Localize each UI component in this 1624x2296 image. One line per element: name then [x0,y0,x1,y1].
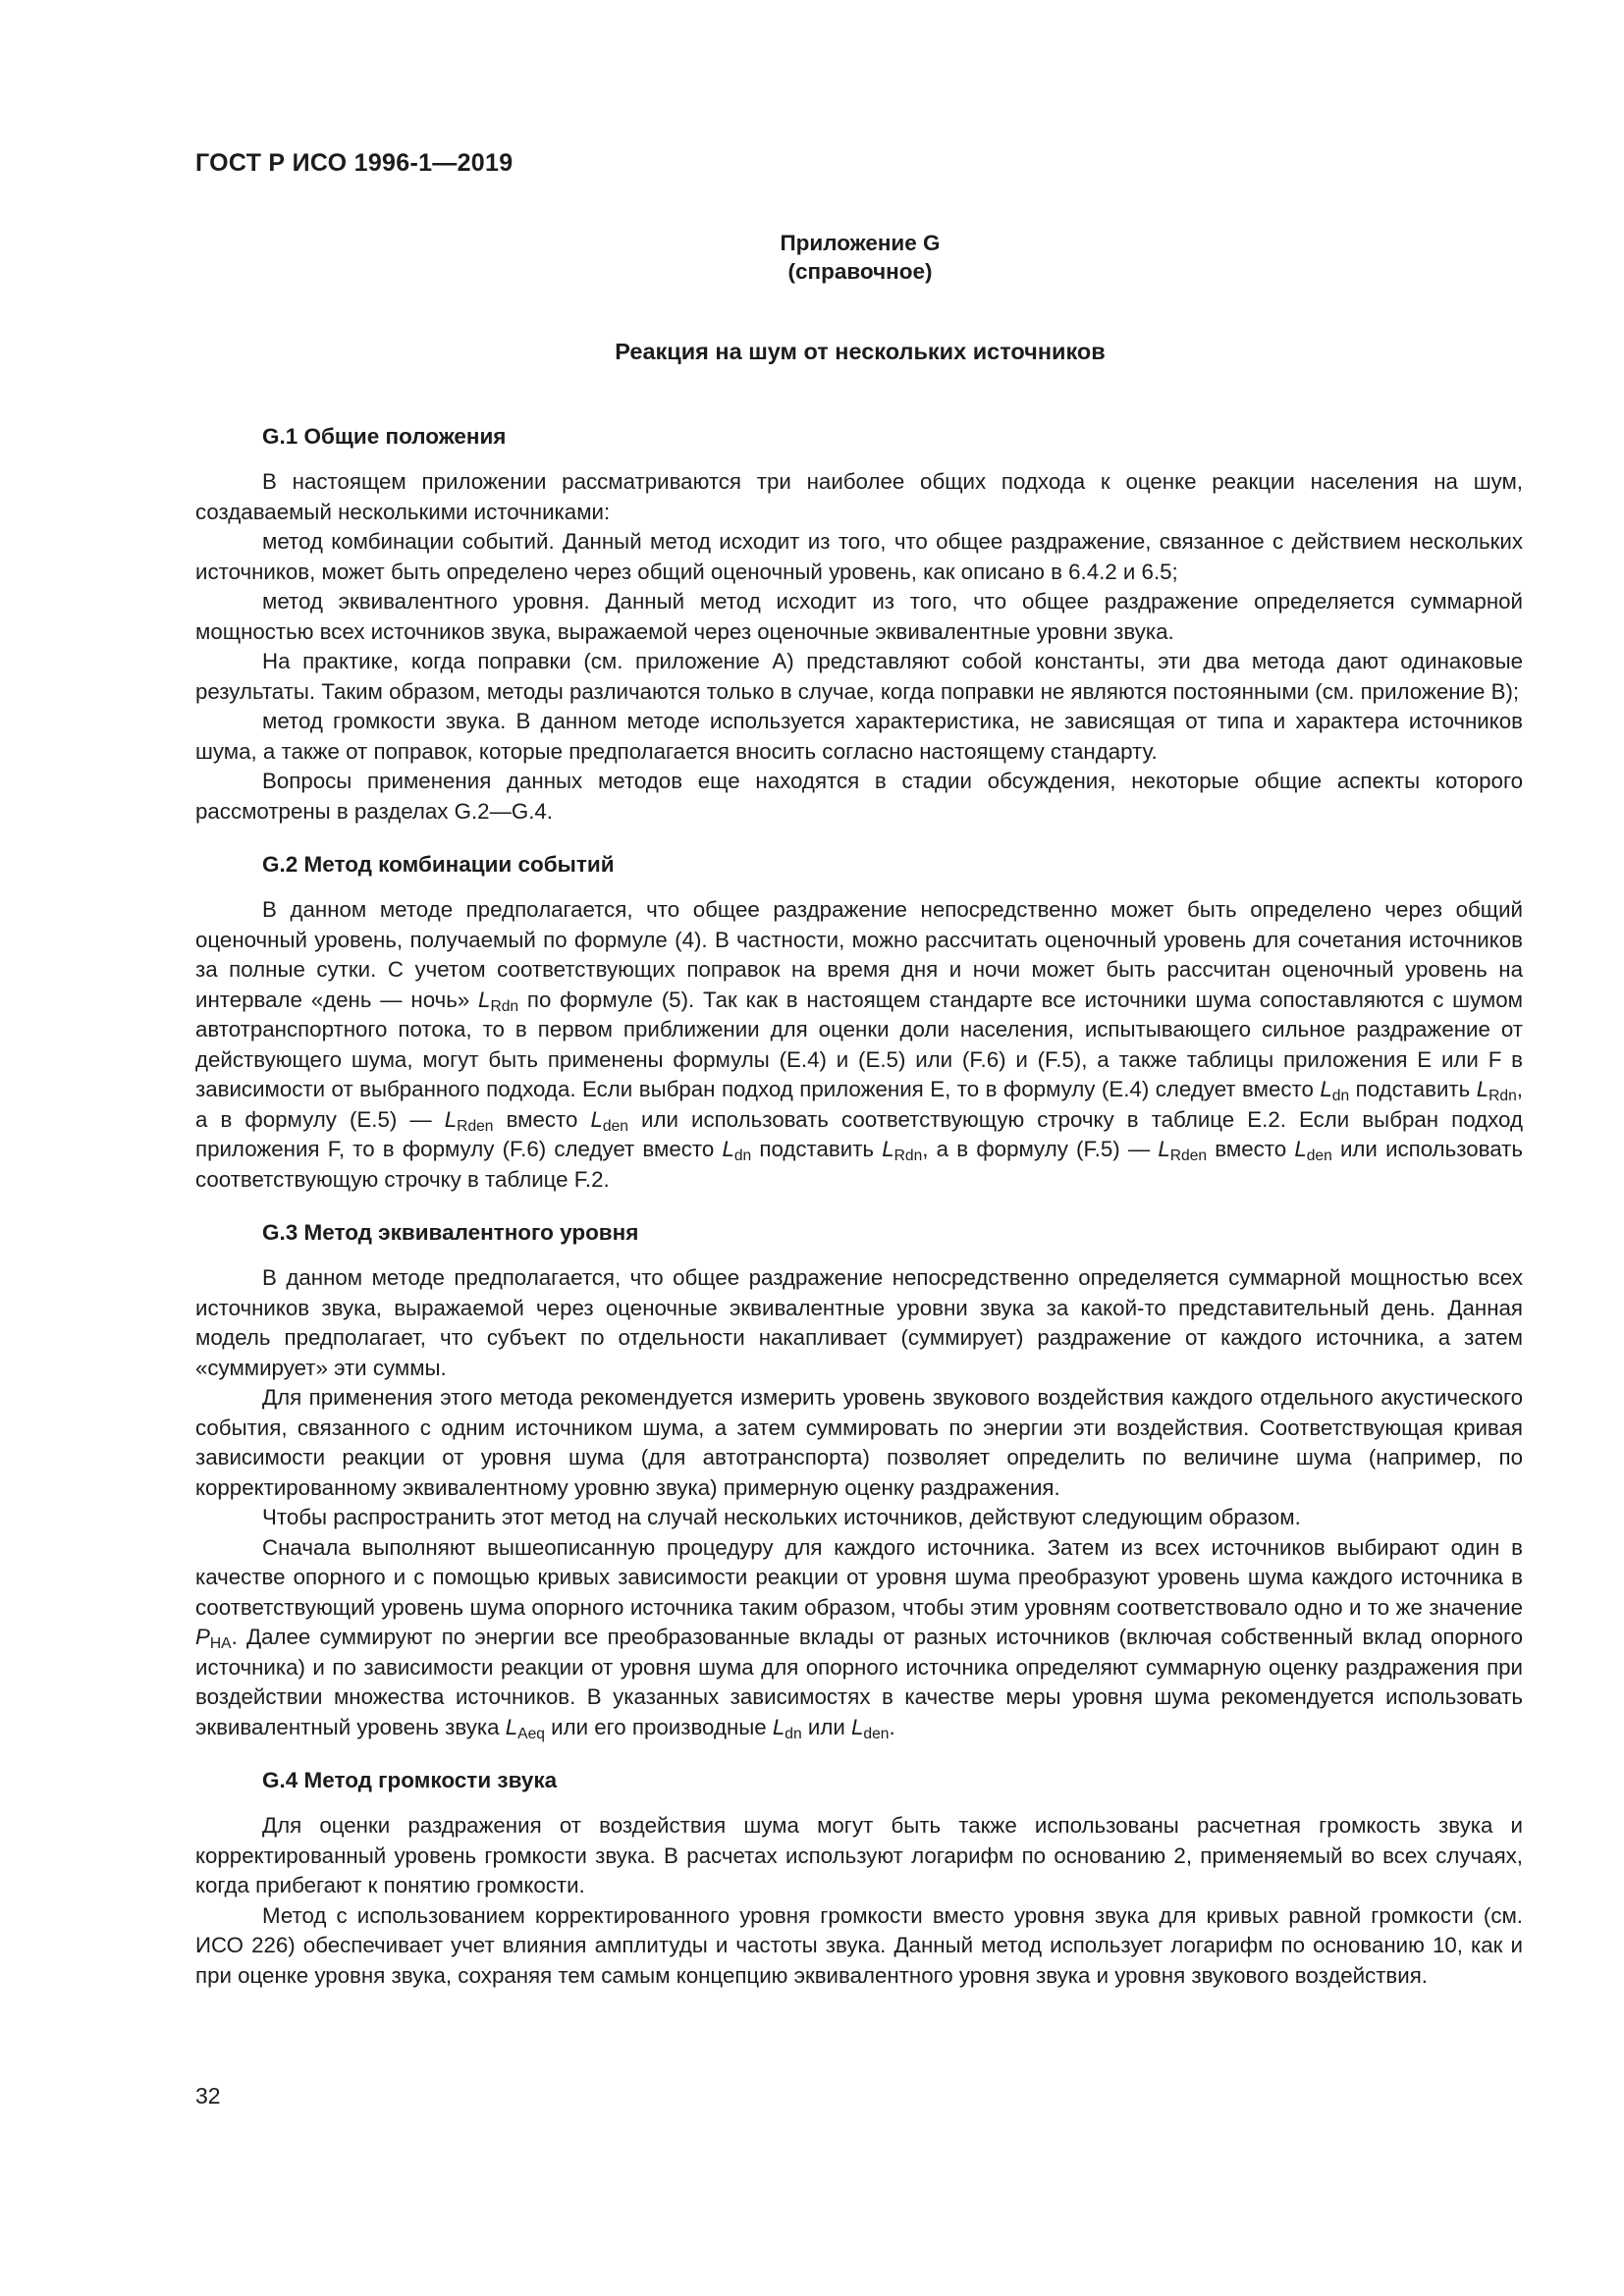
text-run: метод эквивалентного уровня. Данный метод исходит из того, что общее раздражение определяется суммарной мощностью всех источников звука, выражаемой через оценочные эквивалентные уровни звука. [195,589,1523,644]
math-symbol [1320,1077,1350,1104]
symbol-subscript: Rdn [893,1148,923,1164]
text-run: или его производные [544,1714,773,1739]
math-symbol [1476,1077,1517,1104]
symbol-letter: L [505,1714,518,1739]
symbol-subscript: den [863,1725,890,1742]
math-symbol [1294,1137,1332,1164]
paragraph [195,1811,1523,1901]
section [195,850,1523,1195]
symbol-subscript: Aeq [517,1725,545,1742]
paragraph [195,527,1523,587]
paragraph [195,895,1523,1195]
paragraph [195,707,1523,767]
symbol-subscript: Rdn [490,997,519,1015]
section [195,1766,1523,1991]
text-run: или [801,1714,851,1739]
symbol-subscript: HA [209,1635,232,1652]
symbol-letter: L [478,987,491,1012]
page-number: 32 [195,2083,221,2109]
symbol-subscript: dn [1331,1088,1350,1104]
text-run: вместо [493,1106,591,1132]
symbol-subscript: dn [785,1725,802,1742]
text-run: вместо [1207,1137,1295,1161]
symbol-subscript: Rden [457,1117,494,1135]
paragraph [195,1533,1523,1743]
text-run: метод громкости звука. В данном методе используется характеристика, не зависящая от типа и характера источников шума, а также от поправок, которые предполагается вносить согласно настоящему стандарту. [195,709,1523,764]
math-symbol [444,1106,494,1135]
document-body [195,422,1523,2014]
text-run: В данном методе предполагается, что общее раздражение непосредственно может быть определено через общий оценочный уровень, получаемый по формуле (4). В частности, можно рассчитать оценочный уровень для сочетания источников за полные сутки. С учетом соответствующих поправок на время дня и ночи может быть рассчитан оценочный уровень на интервале «день — ночь» [195,897,1523,1012]
math-symbol [505,1714,545,1742]
text-run: . Далее суммируют по энергии все преобразованные вклады от разных источников (включая собственный вклад опорного источника) и по зависимости реакции от уровня шума для опорного источника определяют суммарную оценку раздражения при воздействии множества источников. В указанных зависимостях в качестве меры уровня шума рекомендуется использовать эквивалентный уровень звука [195,1625,1523,1739]
math-symbol [1158,1137,1208,1164]
paragraph [195,467,1523,527]
symbol-subscript: Rden [1169,1148,1208,1164]
symbol-letter: L [590,1106,603,1132]
annex-label: Приложение G [780,231,941,255]
math-symbol [772,1714,802,1742]
text-run: Метод с использованием корректированного уровня громкости вместо уровня звука для кривых равной громкости (см. ИСО 226) обеспечивает учет влияния амплитуды и частоты звука. Данный метод использует логарифм по основанию 10, как и при оценке уровня звука, сохраняя тем самым концепцию эквивалентного уровня звука и уровня звукового воздействия. [195,1902,1523,1988]
math-symbol [590,1106,628,1135]
text-run: или использовать соответствующую строчку в таблице F.2. [195,1137,1523,1192]
symbol-letter: L [722,1137,734,1161]
symbol-letter: L [1294,1137,1307,1161]
text-run: или использовать соответствующую строчку в таблице Е.2. Если выбран подход приложения F, то в формулу (F.6) следует вместо [195,1106,1523,1161]
symbol-letter: L [444,1106,458,1132]
section-title: G.1 Общие положения [262,424,507,449]
math-symbol [722,1137,752,1164]
section [195,1218,1523,1742]
text-run: Для оценки раздражения от воздействия шума могут быть также использованы расчетная громкость звука и корректированный уровень громкости звука. В расчетах используют логарифм по основанию 2, применяемый во всех случаях, когда прибегают к понятию громкости. [195,1813,1523,1897]
paragraph [195,1503,1523,1533]
text-run: Для применения этого метода рекомендуется измерить уровень звукового воздействия каждого отдельного акустического события, связанного с одним источником шума, а затем суммировать по энергии эти воздействия. Соответствующая кривая зависимости реакции от уровня шума (для автотранспорта) позволяет определить по величине шума (например, по корректированному эквивалентному уровню звука) примерную оценку раздражения. [195,1385,1523,1500]
symbol-letter: L [1476,1077,1489,1101]
section-title: G.2 Метод комбинации событий [262,852,615,877]
text-run: Сначала выполняют вышеописанную процедуру для каждого источника. Затем из всех источников выбирают один в качестве опорного и с помощью кривых зависимости реакции от уровня шума преобразуют уровень шума каждого источника в соответствующий уровень шума опорного источника таким образом, чтобы этим уровням соответствовало одно и то же значение [195,1534,1523,1620]
symbol-subscript: dn [733,1148,752,1164]
annex-heading [0,229,1624,286]
text-run: , а в формулу (Е.5) — [195,1077,1523,1132]
symbol-subscript: den [1306,1148,1332,1164]
text-run: , а в формулу (F.5) — [922,1137,1159,1161]
symbol-subscript: den [602,1117,628,1135]
text-run: метод комбинации событий. Данный метод исходит из того, что общее раздражение, связанное с действием нескольких источников, может быть определено через общий оценочный уровень, как описано в 6.4.2 и 6.5; [195,529,1523,584]
paragraph [195,1263,1523,1383]
math-symbol [478,987,519,1015]
text-run: На практике, когда поправки (см. приложение А) представляют собой константы, эти два метода дают одинаковые результаты. Таким образом, методы различаются только в случае, когда поправки не являются постоянными (см. приложение В); [195,649,1523,704]
math-symbol [195,1625,232,1652]
paragraph [195,767,1523,827]
text-run: Вопросы применения данных методов еще находятся в стадии обсуждения, некоторые общие аспекты которого рассмотрены в разделах G.2—G.4. [195,769,1523,824]
paragraph [195,647,1523,707]
paragraph [195,1383,1523,1503]
standard-code: ГОСТ Р ИСО 1996-1—2019 [195,149,514,177]
symbol-letter: L [882,1137,894,1161]
text-run: В данном методе предполагается, что общее раздражение непосредственно определяется суммарной мощностью всех источников звука, выражаемой через оценочные эквивалентные уровни звука за какой-то представительный день. Данная модель предполагает, что субъект по отдельности накапливает (суммирует) раздражение от каждого источника, а затем «суммирует» эти суммы. [195,1265,1523,1380]
symbol-letter: L [772,1714,785,1739]
annex-title: Реакция на шум от нескольких источников [615,339,1106,364]
symbol-letter: P [195,1625,210,1649]
symbol-letter: L [1320,1077,1332,1101]
annex-type: (справочное) [787,259,933,284]
paragraph [195,587,1523,647]
text-run: подставить [1349,1077,1477,1101]
text-run: В настоящем приложении рассматриваются три наиболее общих подхода к оценке реакции населения на шум, создаваемый несколькими источниками: [195,469,1523,524]
paragraph [195,1901,1523,1992]
section [195,422,1523,827]
section-title: G.3 Метод эквивалентного уровня [262,1220,639,1245]
section-title: G.4 Метод громкости звука [262,1768,558,1792]
symbol-letter: L [1158,1137,1170,1161]
math-symbol [850,1714,890,1742]
symbol-letter: L [850,1714,864,1739]
math-symbol [882,1137,923,1164]
text-run: подставить [751,1137,883,1161]
text-run: Чтобы распространить этот метод на случай нескольких источников, действуют следующим образом. [262,1505,1301,1529]
text-run: . [889,1714,895,1739]
symbol-subscript: Rdn [1489,1088,1517,1104]
text-run: по формуле (5). Так как в настоящем стандарте все источники шума сопоставляются с шумом автотранспортного потока, то в первом приближении для оценки доли населения, испытывающего сильное раздражение от действующего шума, могут быть применены формулы (Е.4) и (Е.5) или (F.6) и (F.5), а также таблицы приложения Е или F в зависимости от выбранного подхода. Если выбран подход приложения Е, то в формулу (Е.4) следует вместо [195,987,1523,1101]
